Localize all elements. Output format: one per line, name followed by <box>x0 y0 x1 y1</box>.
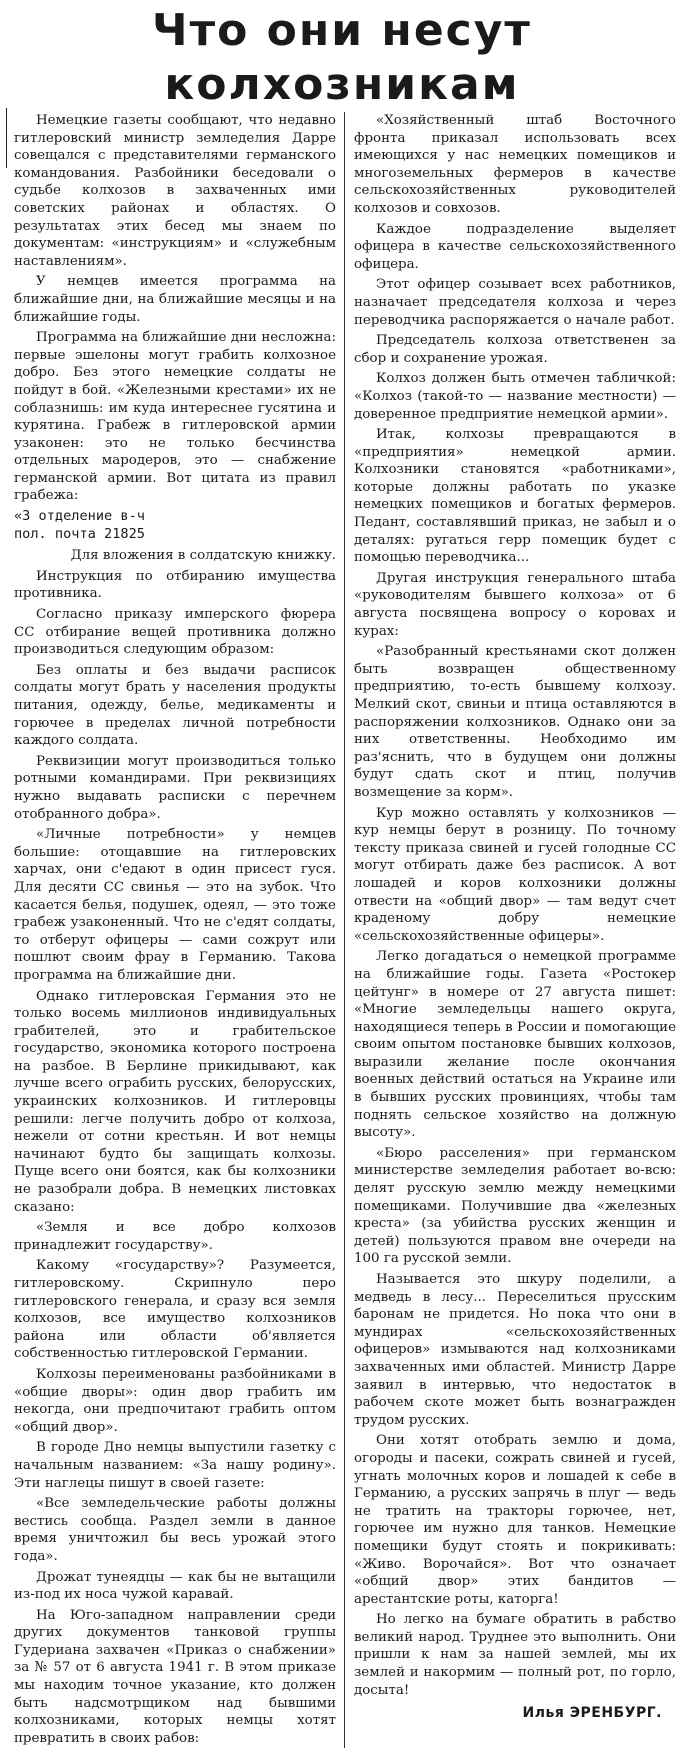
article-paragraph: Этот офицер созывает всех работников, назначает председателя колхоза и через переводчика распоряжается о начале работ. <box>354 277 676 328</box>
article-paragraph: В городе Дно немцы выпустили газетку с начальным названием: «За нашу родину». Эти наглецы пишут в своей газете: <box>14 1440 336 1491</box>
left-margin-rule <box>6 108 7 168</box>
article-paragraph: «Бюро расселения» при германском министерстве земледелия работает во-всю: делят русскую землю между немецкими помещиками. Получившие два «железных креста» (за убийства русских женщин и детей) пользуются правом вне очереди на 100 га русской земли. <box>354 1145 676 1267</box>
article-paragraph: Называется это шкуру поделили, а медведь в лесу... Переселиться прусским баронам не придется. Но пока что они в мундирах «сельскохозяйственных офицеров» измываются над колхозниками захваченных ими областей. Министр Дарре заявил в интервью, что недостаток в рабочем скоте может быть вознагражден трудом русских. <box>354 1272 676 1428</box>
article-paragraph: Однако гитлеровская Германия это не только восемь миллионов индивидуальных грабителей, это и грабительское государство, экономика которого построена на разбое. В Берлине прикидывают, как лучше всего ограбить русских, белорусских, украинских колхозников. И гитлеровцы решили: легче получить добро от колхоза, нежели от сотни крестьян. И вот немцы начинают будто бы защищать колхозы. Пуще всего они боятся, как бы колхозники не разобрали добра. В немецких листовках сказано: <box>14 988 336 1215</box>
article-paragraph: Другая инструкция генерального штаба «руководителям бывшего колхоза» от 6 августа посвящена вопросу о коровах и курах: <box>354 570 676 639</box>
article-paragraph <box>14 508 336 543</box>
article-column-right <box>345 112 676 1748</box>
author-signature: Илья ЭРЕНБУРГ. <box>522 1705 662 1722</box>
article-paragraph: Каждое подразделение выделяет офицера в качестве сельскохозяйственного офицера. <box>354 221 676 272</box>
article-paragraph: Итак, колхозы превращаются в «предприятия» немецкой армии. Колхозники становятся «работниками», которые должны работать по указке немецких помещиков и богатых фермеров. Педант, составлявший приказ, не забыл и о деталях: ругаться герр помещик будет с помощью переводчика... <box>354 427 676 566</box>
article-paragraph: Председатель колхоза ответственен за сбор и сохранение урожая. <box>354 333 676 366</box>
article-paragraph: Без оплаты и без выдачи расписок солдаты могут брать у населения продукты питания, одежду, белье, медикаменты и горючее в пределах личной потребности каждого солдата. <box>14 662 336 749</box>
headline <box>0 0 684 112</box>
article-paragraph: Колхоз должен быть отмечен табличкой: «Колхоз (такой-то — название местности) — доверенное предприятие немецкой армии». <box>354 371 676 422</box>
headline-line-2: колхозникам <box>164 59 520 110</box>
article-paragraph: «Земля и все добро колхозов принадлежит государству». <box>14 1220 336 1253</box>
article-paragraph: «Личные потребности» у немцев большие: отощавшие на гитлеровских харчах, они с'едают в один присест гуся. Для десяти СС свинья — это на зубок. Что касается белья, подушек, одеял, — это тоже грабеж узаконенный. Что не с'едят солдаты, то отберут офицеры — сами сожрут или пошлют своим фрау в Германию. Такова программа на ближайшие дни. <box>14 827 336 983</box>
address-line: пол. почта 21825 <box>14 525 145 542</box>
article-column-left <box>14 112 345 1748</box>
article-paragraph: Кур можно оставлять у колхозников — кур немцы берут в розницу. По точному тексту приказа свиней и гусей голодные СС могут отбирать даже без расписок. А вот лошадей и коров колхозники должны отвести на «общий двор» — там ведут счет краденому добру немецкие «сельскохозяйственные офицеры». <box>354 805 676 944</box>
headline-line-1: Что они несут <box>152 5 532 56</box>
article-paragraph: «Разобранный крестьянами скот должен быть возвращен общественному предприятию, то-есть бывшему колхозу. Мелкий скот, свиньи и птица оставляются в распоряжении колхозников. Однако они за них ответственны. Необходимо им раз'яснить, что в будущем они должны будут сдать скот и птиц, получив возмещение за корм». <box>354 644 676 800</box>
article-paragraph: Согласно приказу имперского фюрера СС отбирание вещей противника должно производиться следующим образом: <box>14 607 336 658</box>
article-paragraph: «Хозяйственный штаб Восточного фронта приказал использовать всех имеющихся у нас немецких помещиков и многоземельных фермеров в качестве сельскохозяйственных руководителей колхозов и совхозов. <box>354 113 676 216</box>
article-paragraph: «Все земледельческие работы должны вестись сообща. Раздел земли в данное время уничтожил бы весь урожай этого года». <box>14 1496 336 1564</box>
article-paragraph: Инструкция по отбиранию имущества противника. <box>14 568 336 602</box>
article-paragraph: Легко догадаться о немецкой программе на ближайшие годы. Газета «Ростокер цейтунг» в номере от 27 августа пишет: «Многие земледельцы нашего округа, находящиеся теперь в России и помогающие своим опытом постановке бывших колхозов, выразили желание после окончания военных действий остаться на Украине или в бывших русских провинциях, чтобы там поднять сельское хозяйство на должную высоту». <box>354 949 676 1141</box>
article-paragraph: Но легко на бумаге обратить в рабство великий народ. Труднее это выполнить. Они пришли к нам за нашей землей, мы их землей и накормим — полный рот, по горло, досыта! <box>354 1612 676 1698</box>
article-paragraph: Немецкие газеты сообщают, что недавно гитлеровский министр земледелия Дарре совещался с представителями германского командования. Разбойники беседовали о судьбе колхозов в захваченных ими советских районах и областях. О результатах этих бесед мы знаем по документам: «инструкциям» и «служебным наставлениям». <box>14 113 336 269</box>
article-paragraph: Колхозы переименованы разбойниками в «общие дворы»: один двор грабить им некогда, они предпочитают грабить оптом «общий двор». <box>14 1366 336 1435</box>
article-body <box>14 112 676 1748</box>
article-paragraph: Реквизиции могут производиться только ротными командирами. При реквизициях нужно выдавать расписки с перечнем отобранного добра». <box>14 753 336 822</box>
article-paragraph: Программа на ближайшие дни несложна: первые эшелоны могут грабить колхозное добро. Без этого немецкие солдаты не пойдут в бой. «Железными крестами» их не соблазнишь: им куда интереснее гусятина и курятина. Грабеж в гитлеровской армии узаконен: это не только бесчинства отдельных мародеров, это — снабжение германской армии. Вот цитата из правил грабежа: <box>14 330 336 504</box>
article-paragraph: Они хотят отобрать землю и дома, огороды и пасеки, сожрать свиней и гусей, угнать молочных коров и лошадей к себе в Германию, а русских запрячь в плуг — ведь не тратить на тракторы горючее, нет, горючее им нужно для танков. Немецкие помещики будут стоять и покрикивать: «Живо. Ворочайся». Вот что означает «общий двор» этих бандитов — арестантские роты, каторга! <box>354 1433 676 1607</box>
address-line: «3 отделение в-ч <box>14 508 145 525</box>
article-paragraph: Какому «государству»? Разумеется, гитлеровскому. Скрипнуло перо гитлеровского генерала, и сразу вся земля колхозов, все имущество колхозников района или области об'является собственностью гитлеровской Германии. <box>14 1258 336 1362</box>
article-paragraph: У немцев имеется программа на ближайшие дни, на ближайшие месяцы и на ближайшие годы. <box>14 274 336 325</box>
article-paragraph: Дрожат тунеядцы — как бы не вытащили из-под их носа чужой каравай. <box>14 1569 336 1603</box>
article-paragraph: Для вложения в солдатскую книжку. <box>70 548 336 564</box>
article-paragraph: На Юго-западном направлении среди других документов танковой группы Гудериана захвачен «Приказ о снабжении» за № 57 от 6 августа 1941 г. В этом приказе мы находим точное указание, кто должен быть надсмотрщиком над бывшими колхозниками, которых немцы хотят превратить в своих рабов: <box>14 1607 336 1746</box>
